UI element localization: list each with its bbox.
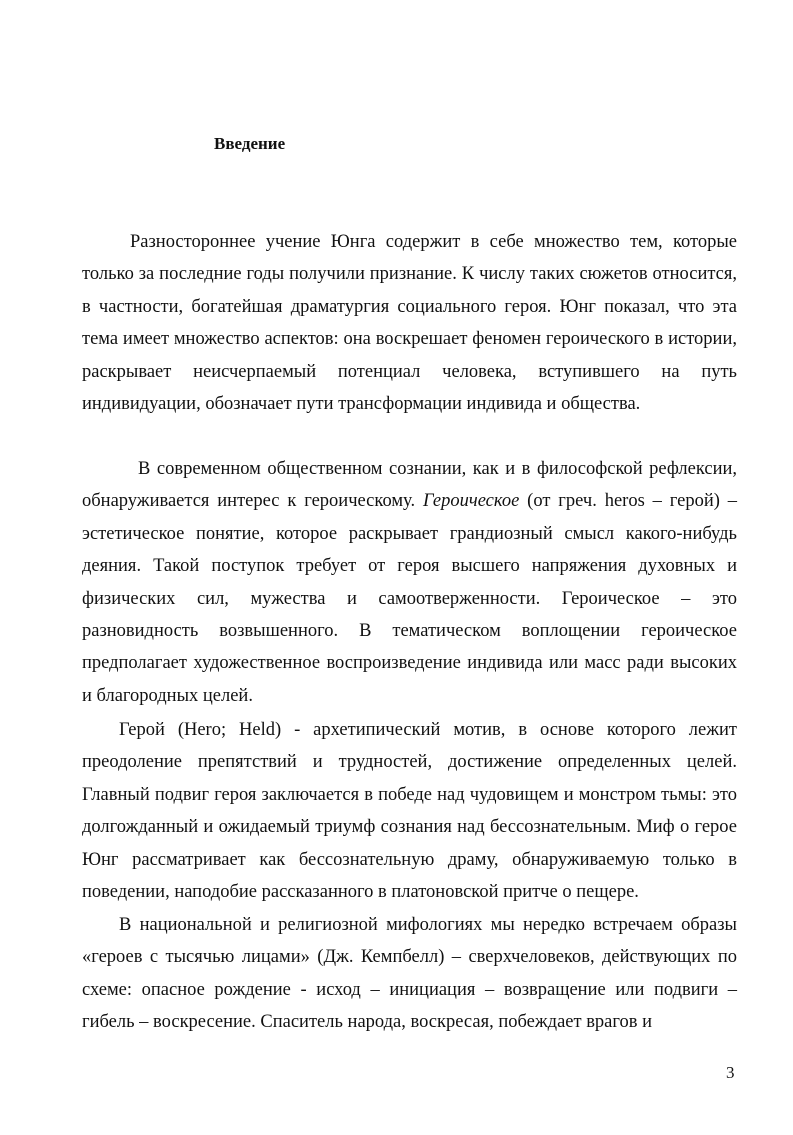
page-title: Введение (214, 134, 286, 153)
paragraph-heroic (82, 453, 737, 712)
page-number: 3 (726, 1063, 735, 1082)
paragraph-mythology: В национальной и религиозной мифологиях мы нередко встречаем образы «героев с тысячью лицами» (Дж. Кемпбелл) – сверхчеловеков, действующих по схеме: опасное рождение - исход – инициация – возвращение или подвиги – гибель – воскресение. Спаситель народа, воскресая, побеждает врагов и (82, 915, 737, 1033)
paragraph-heroic-lead: В современном общественном сознании, как и в философской рефлексии, обнаруживается интерес к героическому. (82, 459, 737, 512)
emphasis-term: Героическое (422, 491, 520, 512)
paragraph-heroic-rest: (от греч. heros – герой) – эстетическое понятие, которое раскрывает грандиозный смысл какого-нибудь деяния. Такой поступок требует от героя высшего напряжения духовных и физических сил, мужества и самоотверженности. Героическое – это разновидность возвышенного. В тематическом воплощении героическое предполагает художественное воспроизведение индивида или масс ради высоких и благородных целей. (82, 491, 738, 706)
paragraph-intro: Разностороннее учение Юнга содержит в себе множество тем, которые только за последние годы получили признание. К числу таких сюжетов относится, в частности, богатейшая драматургия социального героя. Юнг показал, что эта тема имеет множество аспектов: она воскрешает феномен героического в истории, раскрывает неисчерпаемый потенциал человека, вступившего на путь индивидуации, обозначает пути трансформации индивида и общества. (82, 232, 737, 415)
paragraph-hero-archetype: Герой (Hero; Held) - архетипический мотив, в основе которого лежит преодоление препятствий и трудностей, достижение определенных целей. Главный подвиг героя заключается в победе над чудовищем и монстром тьмы: это долгожданный и ожидаемый триумф сознания над бессознательным. Миф о герое Юнг рассматривает как бессознательную драму, обнаруживаемую только в поведении, наподобие рассказанного в платоновской притче о пещере. (82, 720, 737, 903)
